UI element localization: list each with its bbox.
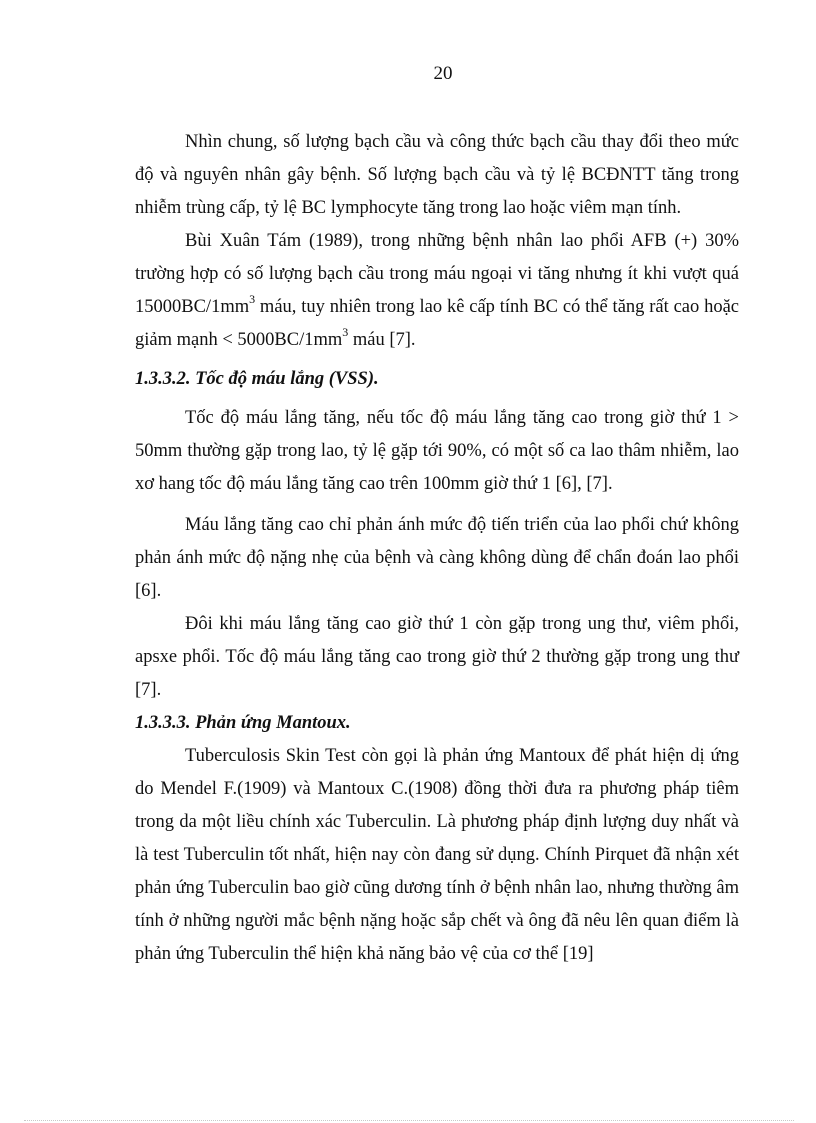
- paragraph-bui-xuan-tam-part-3: máu [7].: [348, 330, 416, 350]
- paragraph-vss-increase: Tốc độ máu lắng tăng, nếu tốc độ máu lắng tăng cao trong giờ thứ 1 > 50mm thường gặp trong lao, tỷ lệ gặp tới 90%, có một số ca lao thâm nhiễm, lao xơ hang tốc độ máu lắng tăng cao trên 100mm giờ thứ 1 [6], [7].: [135, 408, 739, 494]
- page-bottom-divider: [24, 1120, 794, 1121]
- paragraph-vss-cancer: Đôi khi máu lắng tăng cao giờ thứ 1 còn gặp trong ung thư, viêm phổi, apsxe phổi. Tốc độ máu lắng tăng cao trong giờ thứ 2 thường gặp trong ung thư [7].: [135, 614, 739, 700]
- document-body: [135, 126, 739, 971]
- section-heading-mantoux: 1.3.3.3. Phản ứng Mantoux.: [135, 713, 351, 733]
- section-heading-vss: 1.3.3.2. Tốc độ máu lắng (VSS).: [135, 369, 379, 389]
- paragraph-bui-xuan-tam: [135, 225, 739, 357]
- paragraph-bui-xuan-tam-part-2: máu, tuy nhiên trong lao kê cấp tính BC có thể tăng rất cao hoặc giảm mạnh < 5000BC/1mm: [135, 297, 739, 350]
- superscript-cubed-1: 3: [249, 291, 256, 306]
- page-number: 20: [433, 63, 453, 84]
- paragraph-mantoux-test: Tuberculosis Skin Test còn gọi là phản ứng Mantoux để phát hiện dị ứng do Mendel F.(1909) và Mantoux C.(1908) đồng thời đưa ra phương pháp tiêm trong da một liều chính xác Tuberculin. Là phương pháp định lượng duy nhất và là test Tuberculin tốt nhất, hiện nay còn đang sử dụng. Chính Pirquet đã nhận xét phản ứng Tuberculin bao giờ cũng dương tính ở bệnh nhân lao, nhưng thường âm tính ở những người mắc bệnh nặng hoặc sắp chết và ông đã nêu lên quan điểm là phản ứng Tuberculin thể hiện khả năng bảo vệ của cơ thể [19]: [135, 746, 739, 964]
- paragraph-bui-xuan-tam-part-1: Bùi Xuân Tám (1989), trong những bệnh nhân lao phổi AFB (+) 30% trường hợp có số lượng bạch cầu trong máu ngoại vi tăng nhưng ít khi vượt quá 15000BC/1mm: [135, 231, 739, 317]
- paragraph-white-cell-overview: Nhìn chung, số lượng bạch cầu và công thức bạch cầu thay đổi theo mức độ và nguyên nhân gây bệnh. Số lượng bạch cầu và tỷ lệ BCĐNTT tăng trong nhiễm trùng cấp, tỷ lệ BC lymphocyte tăng trong lao hoặc viêm mạn tính.: [135, 132, 739, 218]
- superscript-cubed-2: 3: [342, 324, 349, 339]
- paragraph-vss-progression: Máu lắng tăng cao chỉ phản ánh mức độ tiến triển của lao phổi chứ không phản ánh mức độ nặng nhẹ của bệnh và càng không dùng để chẩn đoán lao phổi [6].: [135, 515, 739, 601]
